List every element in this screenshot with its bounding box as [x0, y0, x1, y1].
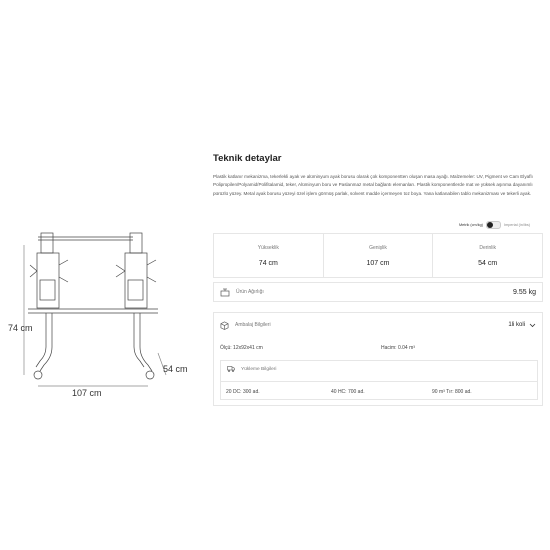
loading-header [227, 366, 276, 372]
packaging-label: Ambalaj Bilgileri [235, 322, 271, 328]
load-90m3: 90 m³ Tır: 800 ad. [432, 389, 472, 395]
load-40hc: 40 HC: 700 ad. [331, 389, 365, 395]
loading-label: Yükleme Bilgileri [241, 366, 277, 372]
unit-imperial-label: Imperial (in/lbs) [504, 223, 530, 227]
width-dimension-label: 107 cm [72, 388, 102, 398]
switch-knob [487, 222, 493, 228]
package-volume: Hacim: 0.04 m³ [381, 345, 415, 351]
measure-label: Derinlik [479, 244, 497, 251]
loading-info-box [220, 360, 538, 400]
depth-dimension-label: 54 cm [163, 364, 188, 374]
measure-value: 107 cm [366, 259, 390, 267]
truck-icon [227, 366, 235, 372]
chevron-down-icon[interactable] [529, 323, 536, 328]
weight-label: Ürün Ağırlığı [236, 289, 264, 295]
measure-height [214, 234, 324, 277]
measure-label: Yükseklik [257, 244, 279, 251]
packaging-section [213, 312, 543, 406]
weight-row [213, 282, 543, 302]
divider [221, 381, 537, 382]
weight-value: 9.55 kg [513, 288, 536, 296]
load-20dc: 20 DC: 300 ad. [226, 389, 260, 395]
box-icon [220, 321, 229, 330]
packaging-header[interactable] [214, 313, 542, 337]
unit-toggle[interactable] [459, 221, 530, 229]
technical-details-panel [213, 0, 550, 550]
product-drawing [8, 225, 203, 405]
measure-label: Genişlik [369, 244, 387, 251]
measure-depth [433, 234, 542, 277]
dimensions-table [213, 233, 543, 278]
section-title: Teknik detaylar [213, 153, 282, 164]
unit-metric-label: Metrik (cm/kg) [459, 223, 484, 227]
height-dimension-label: 74 cm [8, 323, 33, 333]
unit-switch[interactable] [486, 221, 501, 229]
packaging-value: 1li koli [508, 322, 525, 328]
package-size: Ölçü: 12x92x41 cm [220, 345, 263, 351]
measure-value: 54 cm [478, 259, 498, 267]
scale-icon [220, 288, 230, 297]
measure-width [324, 234, 434, 277]
product-description: Plastik katlanır mekanizma, tekerlekli ayak ve alüminyum ayak borusu olarak çok komponentten oluşan masa ayağı. Malzemeler: UV, Pigment ve Cam Elyaflı Polipropilen/Polyamid/Polifitalamid, teker, Alüminyum boru ve Paslanmaz metal bağlantı elemanları. Plastik komponentlerde mat ve yüksek aşınma dayanımlı pürüzlü yüzey. Metal ayak borusu yüzeyi özel işlem görmüş parlak, solvent madde içermeyen toz boya. Yana katlanabilen tablo mekanizması ve tekerli ayak. [213, 174, 533, 196]
table-leg-diagram [8, 225, 203, 405]
measure-value: 74 cm [258, 259, 278, 267]
